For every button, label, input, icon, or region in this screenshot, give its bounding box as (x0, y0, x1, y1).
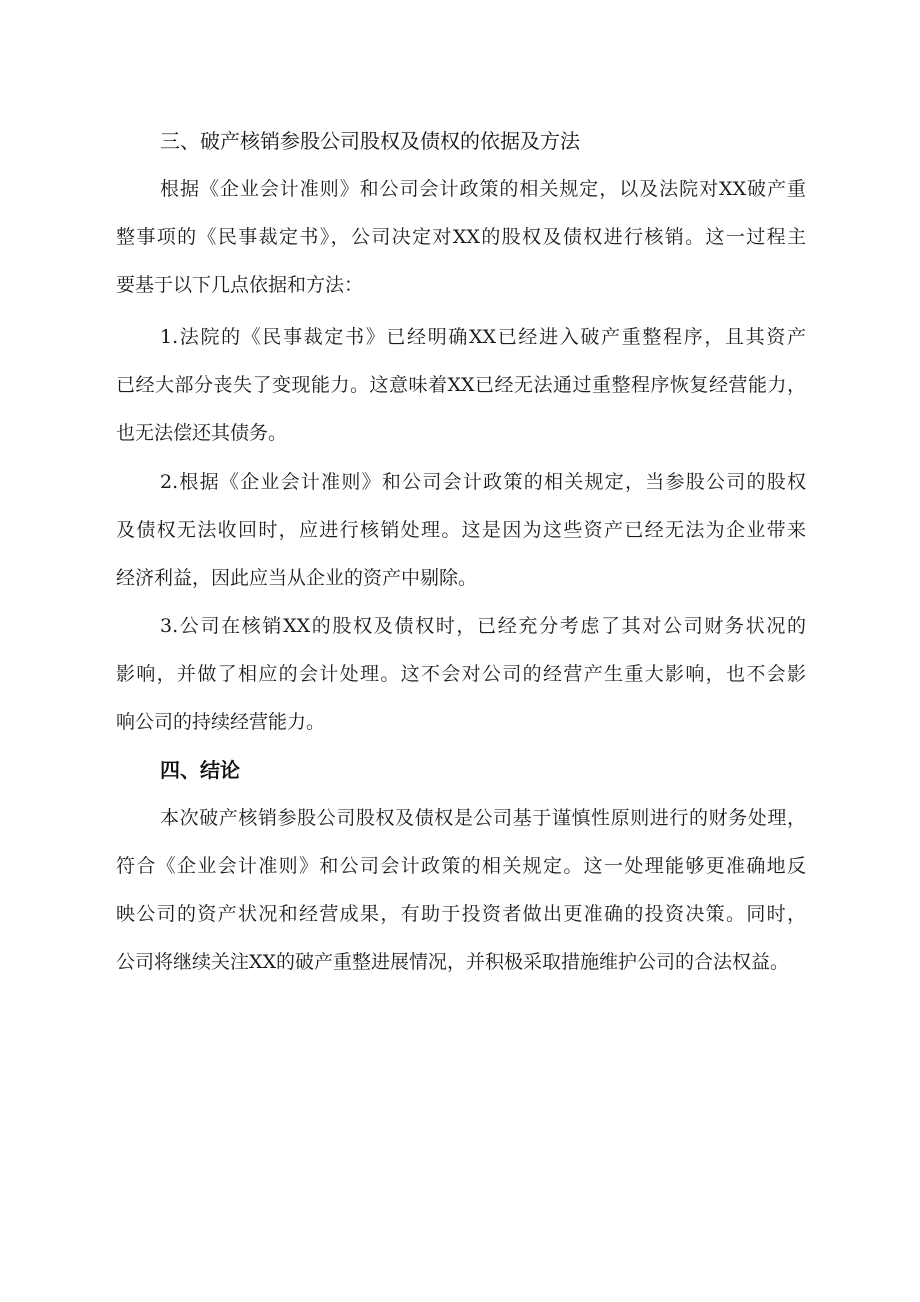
paragraph-line: 整事项的《民事裁定书》，公司决定对XX的股权及债权进行核销。这一过程主 (116, 226, 806, 248)
paragraph-line: 要基于以下几点依据和方法： (116, 274, 364, 296)
section-4-heading: 四、结论 (160, 758, 240, 782)
paragraph-line: 经济利益，因此应当从企业的资产中剔除。 (116, 567, 478, 589)
paragraph-line: 本次破产核销参股公司股权及债权是公司基于谨慎性原则进行的财务处理， (160, 807, 806, 829)
paragraph-line: 响公司的持续经营能力。 (116, 711, 326, 733)
paragraph-line: 也无法偿还其债务。 (116, 422, 288, 444)
paragraph-line: 1.法院的《民事裁定书》已经明确XX已经进入破产重整程序，且其资产 (160, 326, 806, 348)
paragraph-line: 及债权无法收回时，应进行核销处理。这是因为这些资产已经无法为企业带来 (116, 519, 806, 541)
paragraph-line: 符合《企业会计准则》和公司会计政策的相关规定。这一处理能够更准确地反 (116, 855, 806, 877)
paragraph-line: 2.根据《企业会计准则》和公司会计政策的相关规定，当参股公司的股权 (160, 471, 806, 493)
paragraph-line: 已经大部分丧失了变现能力。这意味着XX已经无法通过重整程序恢复经营能力， (116, 374, 806, 396)
point-1-paragraph (116, 313, 806, 457)
section-3-heading: 三、破产核销参股公司股权及债权的依据及方法 (160, 129, 580, 153)
paragraph-line: 影响，并做了相应的会计处理。这不会对公司的经营产生重大影响，也不会影 (116, 663, 806, 685)
paragraph-line: 映公司的资产状况和经营成果，有助于投资者做出更准确的投资决策。同时， (116, 903, 806, 925)
paragraph-line: 根据《企业会计准则》和公司会计政策的相关规定，以及法院对XX破产重 (160, 178, 806, 200)
section-3-intro-paragraph (116, 165, 806, 309)
paragraph-line: 公司将继续关注XX的破产重整进展情况，并积极采取措施维护公司的合法权益。 (116, 951, 790, 973)
point-2-paragraph (116, 458, 806, 602)
conclusion-paragraph (116, 794, 806, 986)
paragraph-line: 3.公司在核销XX的股权及债权时，已经充分考虑了其对公司财务状况的 (160, 615, 806, 637)
point-3-paragraph (116, 602, 806, 746)
